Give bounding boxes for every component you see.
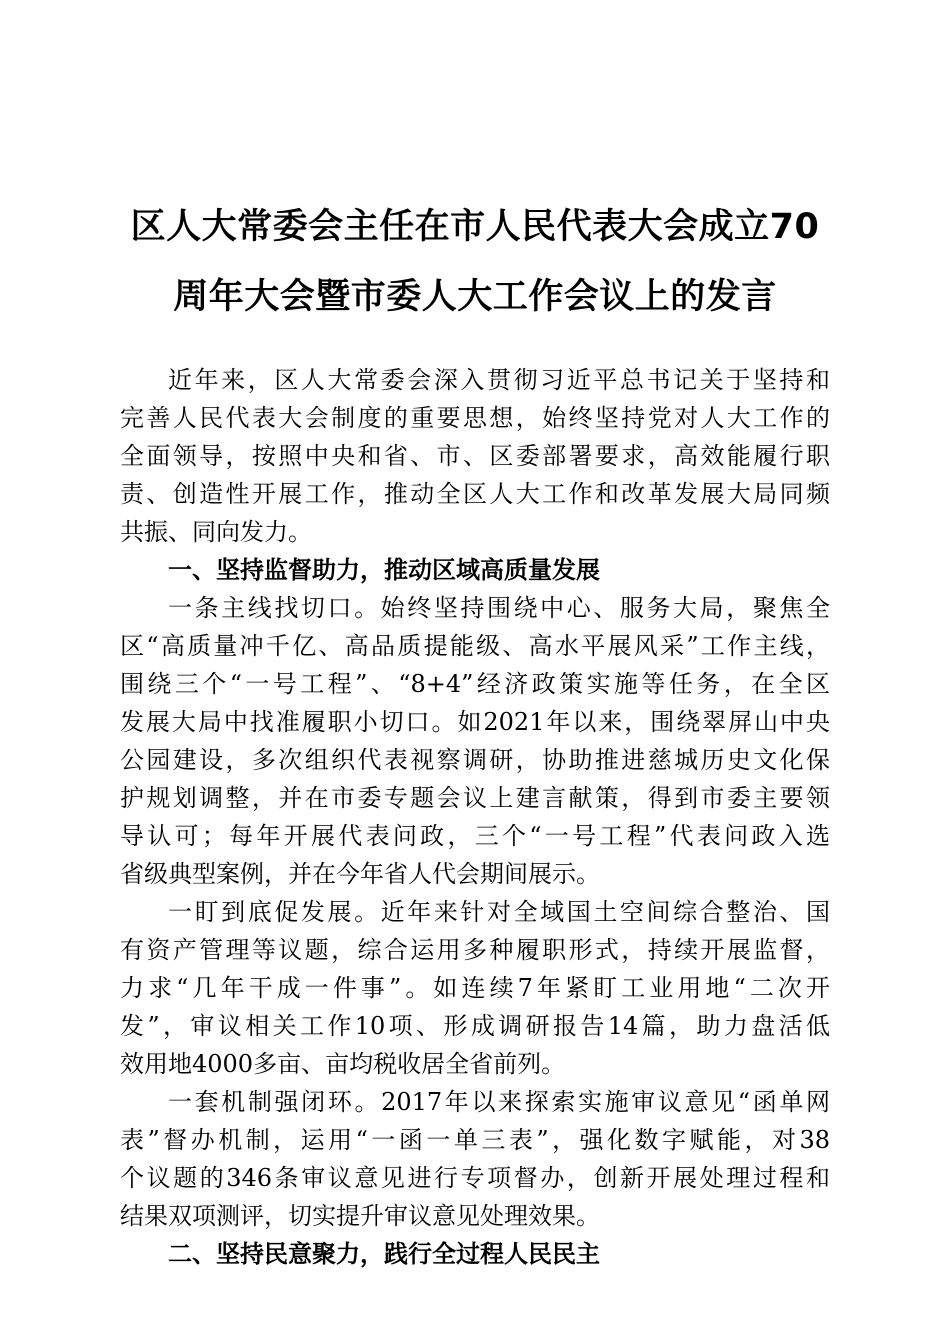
- paragraph-line: 公园建设，多次组织代表视察调研，协助推进慈城历史文化保: [120, 746, 830, 774]
- paragraph-line: 一条主线找切口。始终坚持围绕中心、服务大局，聚焦全: [168, 594, 830, 622]
- paragraph-line: 责、创造性开展工作，推动全区人大工作和改革发展大局同频: [120, 480, 830, 508]
- paragraph-line: 效用地4000多亩、亩均税收居全省前列。: [120, 1050, 566, 1078]
- paragraph-line: 省级典型案例，并在今年省人代会期间展示。: [120, 860, 600, 888]
- paragraph-line: 护规划调整，并在市委专题会议上建言献策，得到市委主要领: [120, 784, 830, 812]
- paragraph-line: 一套机制强闭环。2017年以来探索实施审议意见“函单网: [168, 1088, 830, 1116]
- paragraph-line: 完善人民代表大会制度的重要思想，始终坚持党对人大工作的: [120, 404, 830, 432]
- document-body: [120, 361, 830, 1273]
- section-heading-2: 二、坚持民意聚力，践行全过程人民民主: [168, 1240, 600, 1268]
- paragraph-line: 个议题的346条审议意见进行专项督办，创新开展处理过程和: [120, 1164, 830, 1192]
- paragraph-line: 导认可；每年开展代表问政，三个“一号工程”代表问政入选: [120, 822, 830, 850]
- paragraph-line: 力求“几年干成一件事”。如连续7年紧盯工业用地“二次开: [120, 974, 830, 1002]
- paragraph-main-line: [120, 589, 830, 893]
- paragraph-line: 发”，审议相关工作10项、形成调研报告14篇，助力盘活低: [120, 1012, 830, 1040]
- section-heading-1: 一、坚持监督助力，推动区域高质量发展: [168, 556, 600, 584]
- paragraph-line: 区“高质量冲千亿、高品质提能级、高水平展风采”工作主线，: [120, 632, 830, 660]
- paragraph-mechanism: [120, 1083, 830, 1235]
- title-line-1: 区人大常委会主任在市人民代表大会成立70: [130, 207, 820, 247]
- paragraph-line: 发展大局中找准履职小切口。如2021年以来，围绕翠屏山中央: [120, 708, 830, 736]
- paragraph-line: 围绕三个“一号工程”、“8+4”经济政策实施等任务，在全区: [120, 670, 830, 698]
- paragraph-line: 表”督办机制，运用“一函一单三表”，强化数字赋能，对38: [120, 1126, 830, 1154]
- paragraph-line: 共振、同向发力。: [120, 518, 312, 546]
- paragraph-intro: [120, 361, 830, 551]
- paragraph-line: 近年来，区人大常委会深入贯彻习近平总书记关于坚持和: [168, 366, 830, 394]
- paragraph-line: 有资产管理等议题，综合运用多种履职形式，持续开展监督，: [120, 936, 830, 964]
- paragraph-follow-through: [120, 893, 830, 1083]
- paragraph-line: 全面领导，按照中央和省、市、区委部署要求，高效能履行职: [120, 442, 830, 470]
- document-title: [120, 192, 830, 332]
- paragraph-line: 结果双项测评，切实提升审议意见处理效果。: [120, 1202, 600, 1230]
- title-line-2: 周年大会暨市委人大工作会议上的发言: [173, 277, 777, 317]
- paragraph-line: 一盯到底促发展。近年来针对全域国土空间综合整治、国: [168, 898, 830, 926]
